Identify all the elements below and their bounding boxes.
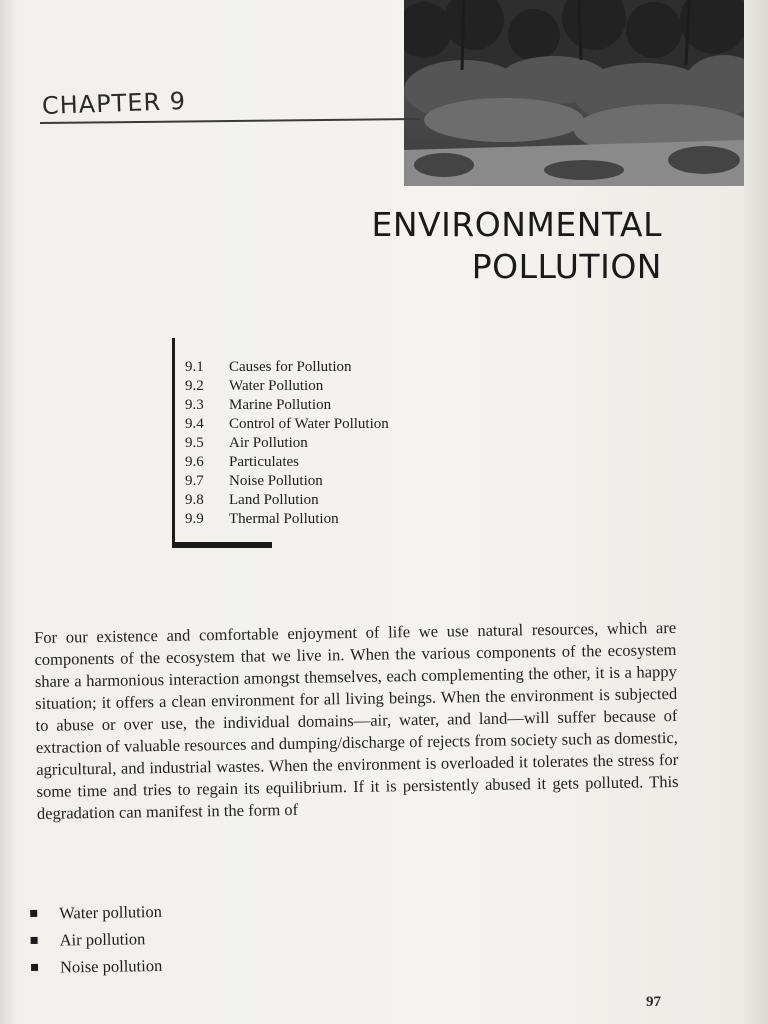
page-edge <box>744 0 768 1024</box>
toc-number: 9.3 <box>185 397 204 413</box>
toc-title: Thermal Pollution <box>229 511 339 527</box>
toc-item <box>185 472 495 491</box>
toc-item <box>185 396 495 415</box>
bullet-icon <box>31 964 38 971</box>
bullet-icon <box>30 910 37 917</box>
toc-item <box>185 510 495 529</box>
forest-photo <box>404 0 744 186</box>
chapter-title-line1: ENVIRONMENTAL <box>371 205 662 244</box>
toc-number: 9.5 <box>185 435 204 451</box>
toc-item <box>185 358 495 377</box>
bullet-icon <box>31 937 38 944</box>
toc-number: 9.9 <box>185 511 204 527</box>
list-item-text: Water pollution <box>59 901 163 923</box>
list-item <box>30 925 162 954</box>
chapter-underline <box>40 118 420 124</box>
toc-rule <box>172 542 272 548</box>
chapter-label: CHAPTER 9 <box>41 86 187 120</box>
list-item-text: Noise pollution <box>59 955 163 977</box>
list-item-text: Air pollution <box>59 929 146 950</box>
toc-title: Particulates <box>229 454 299 470</box>
toc-number: 9.4 <box>185 416 204 432</box>
toc-title: Marine Pollution <box>229 397 332 413</box>
toc-title: Noise Pollution <box>229 473 323 489</box>
toc-item <box>185 434 495 453</box>
chapter-title-line2: POLLUTION <box>471 247 662 286</box>
toc-number: 9.8 <box>185 492 204 508</box>
toc-number: 9.2 <box>185 378 204 394</box>
toc-title: Land Pollution <box>229 492 319 508</box>
toc-item <box>185 491 495 510</box>
toc-title: Control of Water Pollution <box>229 416 389 432</box>
toc-item <box>185 453 495 472</box>
toc-title: Water Pollution <box>229 378 324 394</box>
toc-title: Causes for Pollution <box>229 359 352 375</box>
toc-item <box>185 415 495 434</box>
toc-item <box>185 377 495 396</box>
list-item <box>30 898 162 927</box>
toc-number: 9.7 <box>185 473 204 489</box>
intro-paragraph: For our existence and comfortable enjoyment of life we use natural resources, which are components of the ecosystem that we live in. When the various components of the ecosystem share a harmonious interaction amongst themselves, each complementing the other, it is a happy situation; it offers a clean environment for all living beings. When the environment is subjected to abuse or over use, the individual domains—air, water, and land—will suffer because of extraction of valuable resources and dumping/discharge of rejects from society such as domestic, agricultural, and industrial wastes. When the environment is overloaded it tolerates the stress for some time and tries to regain its equilibrium. If it is persistently abused it gets polluted. This degradation can manifest in the form of <box>34 617 679 823</box>
table-of-contents <box>172 338 495 548</box>
chapter-title <box>250 204 662 288</box>
pollution-list <box>30 898 163 981</box>
toc-number: 9.1 <box>185 359 204 375</box>
list-item <box>31 952 163 981</box>
toc-number: 9.6 <box>185 454 204 470</box>
page-number: 97 <box>646 994 661 1010</box>
toc-title: Air Pollution <box>229 435 308 451</box>
